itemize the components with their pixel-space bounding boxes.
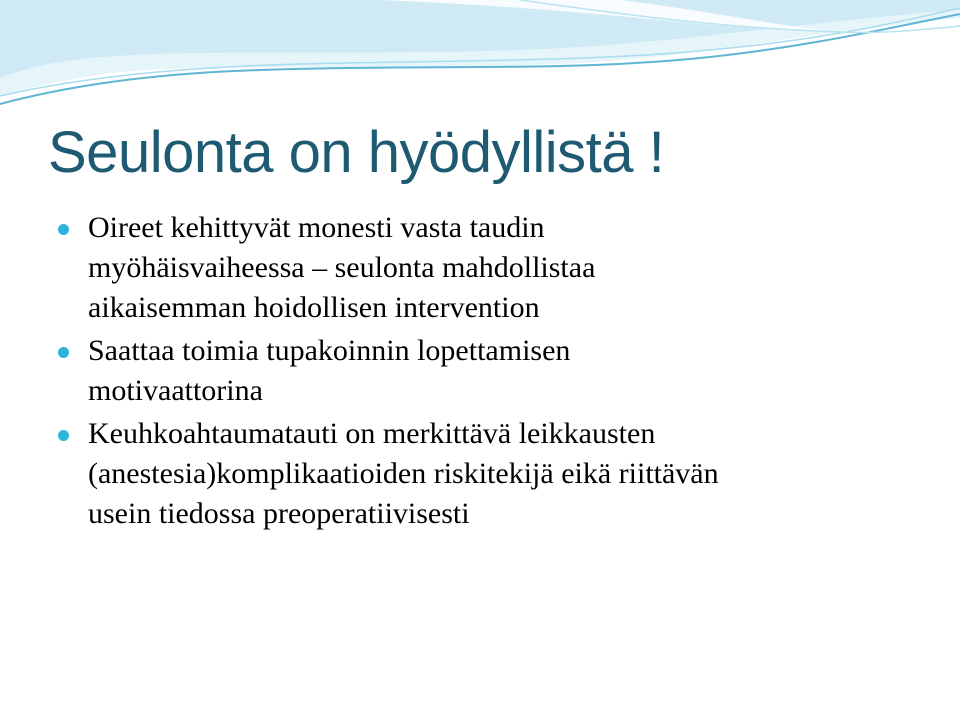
bullet-text-line: Saattaa toimia tupakoinnin lopettamisen [88,334,571,367]
bullet-text-line: usein tiedossa preoperatiivisesti [88,497,470,530]
bullet-dot-icon [58,347,69,358]
bullet-dot-icon [58,224,69,235]
bullet-item [58,208,938,328]
bullet-item [58,414,938,534]
decorative-wave-header [0,0,960,120]
bullet-dot-icon [58,430,69,441]
bullet-text-line: motivaattorina [88,374,263,407]
bullet-text-line: (anestesia)komplikaatioiden riskitekijä eikä riittävän [88,457,719,490]
bullet-list [58,208,938,537]
slide-title: Seulonta on hyödyllistä ! [48,120,665,185]
bullet-text-line: myöhäisvaiheessa – seulonta mahdollistaa [88,251,596,284]
bullet-text-line: aikaisemman hoidollisen intervention [88,291,540,324]
bullet-text-line: Keuhkoahtaumatauti on merkittävä leikkausten [88,417,656,450]
bullet-item [58,331,938,411]
bullet-text-line: Oireet kehittyvät monesti vasta taudin [88,211,545,244]
